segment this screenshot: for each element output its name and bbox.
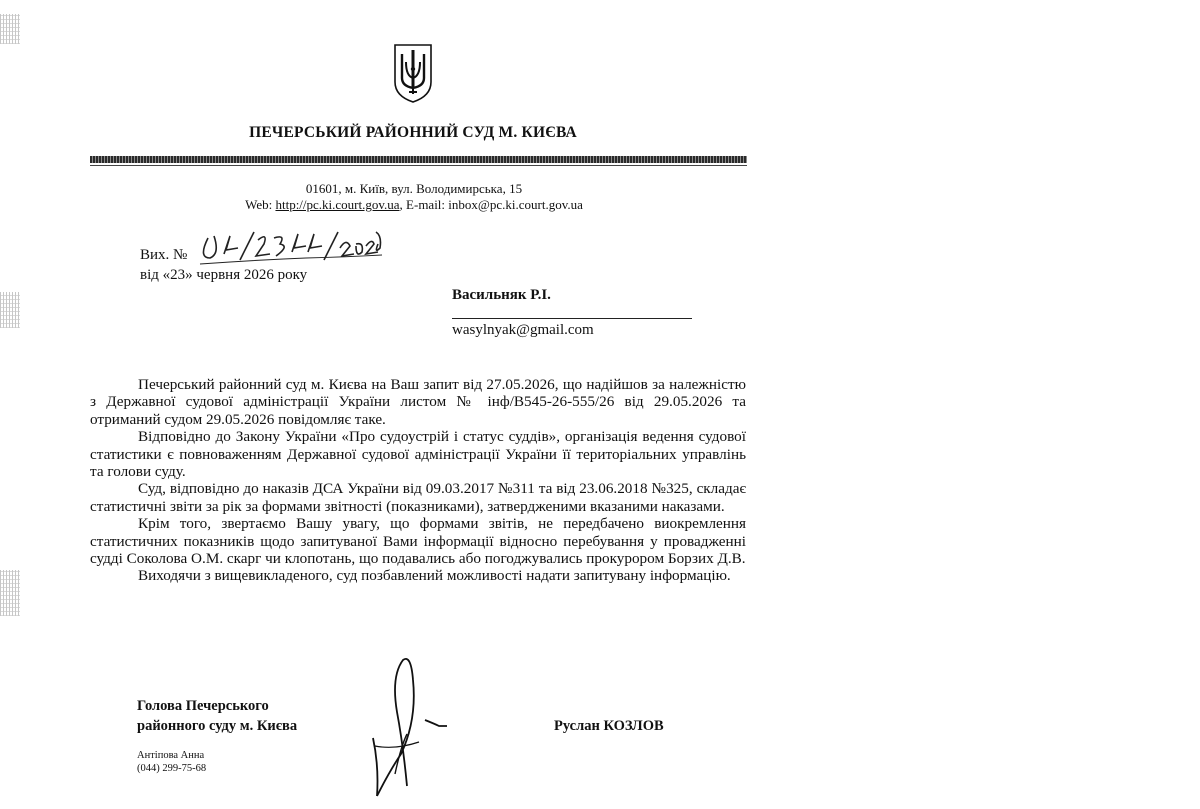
scan-artifact xyxy=(0,292,20,328)
body-paragraph: Відповідно до Закону України «Про судоустрій і статус суддів», організація ведення судової статистики є повноваженням Державної судової адміністрації України її територіальних управлінь та голови суду. xyxy=(90,428,746,481)
executor-name: Антіпова Анна xyxy=(137,750,205,761)
court-name: ПЕЧЕРСЬКИЙ РАЙОННИЙ СУД М. КИЄВА xyxy=(249,124,577,141)
signer-title-line: Голова Печерського xyxy=(137,698,269,714)
signer-title xyxy=(137,696,297,736)
letterhead-divider xyxy=(90,156,747,163)
recipient-email: wasylnyak@gmail.com xyxy=(452,322,594,338)
letter-body xyxy=(90,376,746,585)
court-contacts xyxy=(0,197,828,213)
trident-coat-of-arms-icon xyxy=(392,42,434,104)
web-label: Web: xyxy=(245,197,273,212)
handwritten-signature xyxy=(355,646,485,806)
recipient-address-line xyxy=(452,318,692,319)
scan-artifact xyxy=(0,14,20,44)
body-paragraph: Виходячи з вищевикладеного, суд позбавлений можливості надати запитувану інформацію. xyxy=(138,567,731,585)
court-address: 01601, м. Київ, вул. Володимирська, 15 xyxy=(305,181,523,196)
handwritten-outgoing-number xyxy=(196,228,386,270)
email-text: , E-mail: inbox@pc.ki.court.gov.ua xyxy=(399,197,583,212)
signer-title-line: районного суду м. Києва xyxy=(137,718,298,734)
recipient-name: Васильняк Р.І. xyxy=(452,287,551,303)
body-paragraph: Крім того, звертаємо Вашу увагу, що формами звітів, не передбачено виокремлення статистичних показників щодо запитуваної Вами інформації відносно перебування у провадженні судді Соколова О.М. скарг чи клопотань, що подавались або погоджувались прокурором Борзих Д.В. xyxy=(90,515,746,568)
body-paragraph: Печерський районний суд м. Києва на Ваш запит від 27.05.2026, що надійшов за належністю з Державної судової адміністрації України листом № інф/В545-26-555/26 від 29.05.2026 та отриманий судом 29.05.2026 повідомляє таке. xyxy=(90,376,746,428)
executor-phone: (044) 299-75-68 xyxy=(137,763,207,774)
outgoing-date: від «23» червня 2026 року xyxy=(140,267,308,283)
executor-block xyxy=(137,749,206,775)
body-paragraph: Суд, відповідно до наказів ДСА України від 09.03.2017 №311 та від 23.06.2018 №325, складає статистичні звіти за рік за формами звітності (показниками), затвердженими вказаними наказами. xyxy=(90,480,746,515)
website-link[interactable]: http://pc.ki.court.gov.ua xyxy=(275,197,400,212)
outgoing-number-label: Вих. № xyxy=(140,247,188,263)
signer-name: Руслан КОЗЛОВ xyxy=(554,718,664,734)
scan-artifact xyxy=(0,570,20,616)
